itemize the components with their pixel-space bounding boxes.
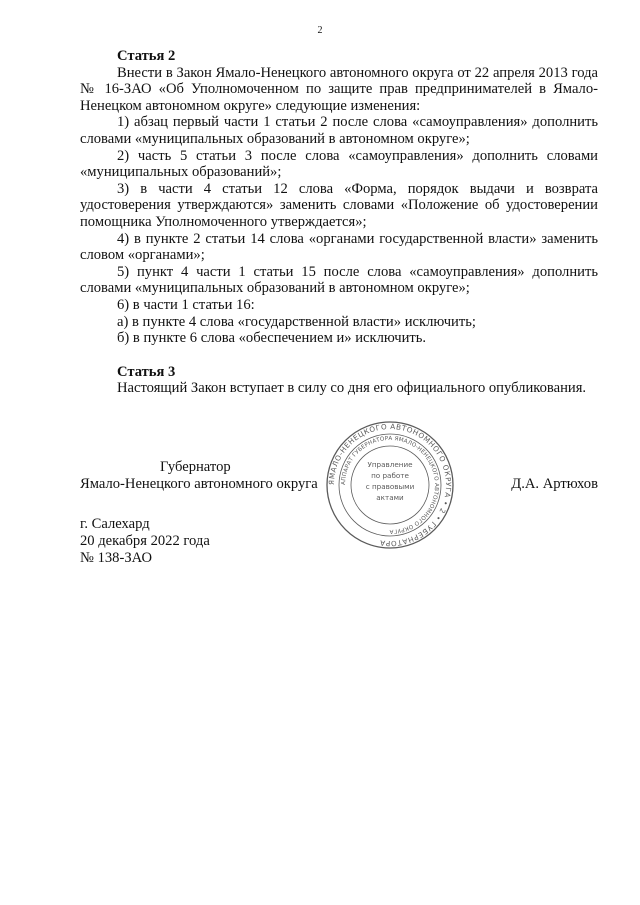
article-2-item: 5) пункт 4 части 1 статьи 15 после слова «самоуправления» дополнить словами «муниципальных образований в автономном округе»; bbox=[80, 263, 598, 297]
article-2-item: а) в пункте 4 слова «государственной власти» исключить; bbox=[117, 313, 476, 330]
section-spacer bbox=[80, 347, 598, 364]
stamp-outer-text: ЯМАЛО-НЕНЕЦКОГО АВТОНОМНОГО ОКРУГА • 2 • ГУБЕРНАТОРА bbox=[326, 421, 454, 549]
article-2-intro: Внести в Закон Ямало-Ненецкого автономного округа от 22 апреля 2013 года № 16-ЗАО «Об Уполномоченном по защите прав предпринимателей в Ямало-Ненецком автономном округе» следующие изменения: bbox=[80, 64, 598, 114]
meta-number: № 138-ЗАО bbox=[80, 550, 152, 566]
article-2-item: б) в пункте 6 слова «обеспечением и» исключить. bbox=[117, 330, 427, 347]
document-body bbox=[80, 48, 598, 397]
meta-date: 20 декабря 2022 года bbox=[80, 533, 210, 549]
article-2-item: 3) в части 4 статьи 12 слова «Форма, порядок выдачи и возврата удостоверения утверждаются» заменить словами «Положение об удостоверении помощника Уполномоченного утверждается»; bbox=[80, 180, 598, 230]
article-2-heading: Статья 2 bbox=[117, 48, 176, 64]
article-3-text: Настоящий Закон вступает в силу со дня его официального опубликования. bbox=[117, 380, 587, 397]
stamp-middle-text: АППАРАТ ГУБЕРНАТОРА ЯМАЛО-НЕНЕЦКОГО АВТОНОМНОГО ОКРУГА bbox=[340, 435, 440, 535]
signer-name: Д.А. Артюхов bbox=[511, 476, 598, 492]
article-2-item: 1) абзац первый части 1 статьи 2 после слова «самоуправления» дополнить словами «муниципальных образований в автономном округе»; bbox=[80, 114, 598, 147]
stamp-center-line: по работе bbox=[371, 471, 409, 480]
article-2-item: 6) в части 1 статьи 16: bbox=[117, 296, 255, 313]
document-meta bbox=[80, 516, 210, 567]
stamp-center-line: с правовыми bbox=[365, 482, 415, 491]
governor-region: Ямало-Ненецкого автономного округа bbox=[80, 476, 318, 492]
article-2-item: 2) часть 5 статьи 3 после слова «самоуправления» дополнить словами «муниципальных образований»; bbox=[80, 147, 598, 181]
article-2-item: 4) в пункте 2 статьи 14 слова «органами государственной власти» заменить словом «органами»; bbox=[80, 230, 598, 264]
stamp-center-line: Управление bbox=[367, 460, 413, 469]
stamp-center-line: актами bbox=[376, 493, 404, 502]
official-stamp bbox=[325, 420, 455, 550]
meta-city: г. Салехард bbox=[80, 516, 150, 532]
article-3-heading: Статья 3 bbox=[117, 363, 176, 380]
page-number: 2 bbox=[317, 25, 323, 36]
governor-title: Губернатор bbox=[160, 459, 231, 475]
